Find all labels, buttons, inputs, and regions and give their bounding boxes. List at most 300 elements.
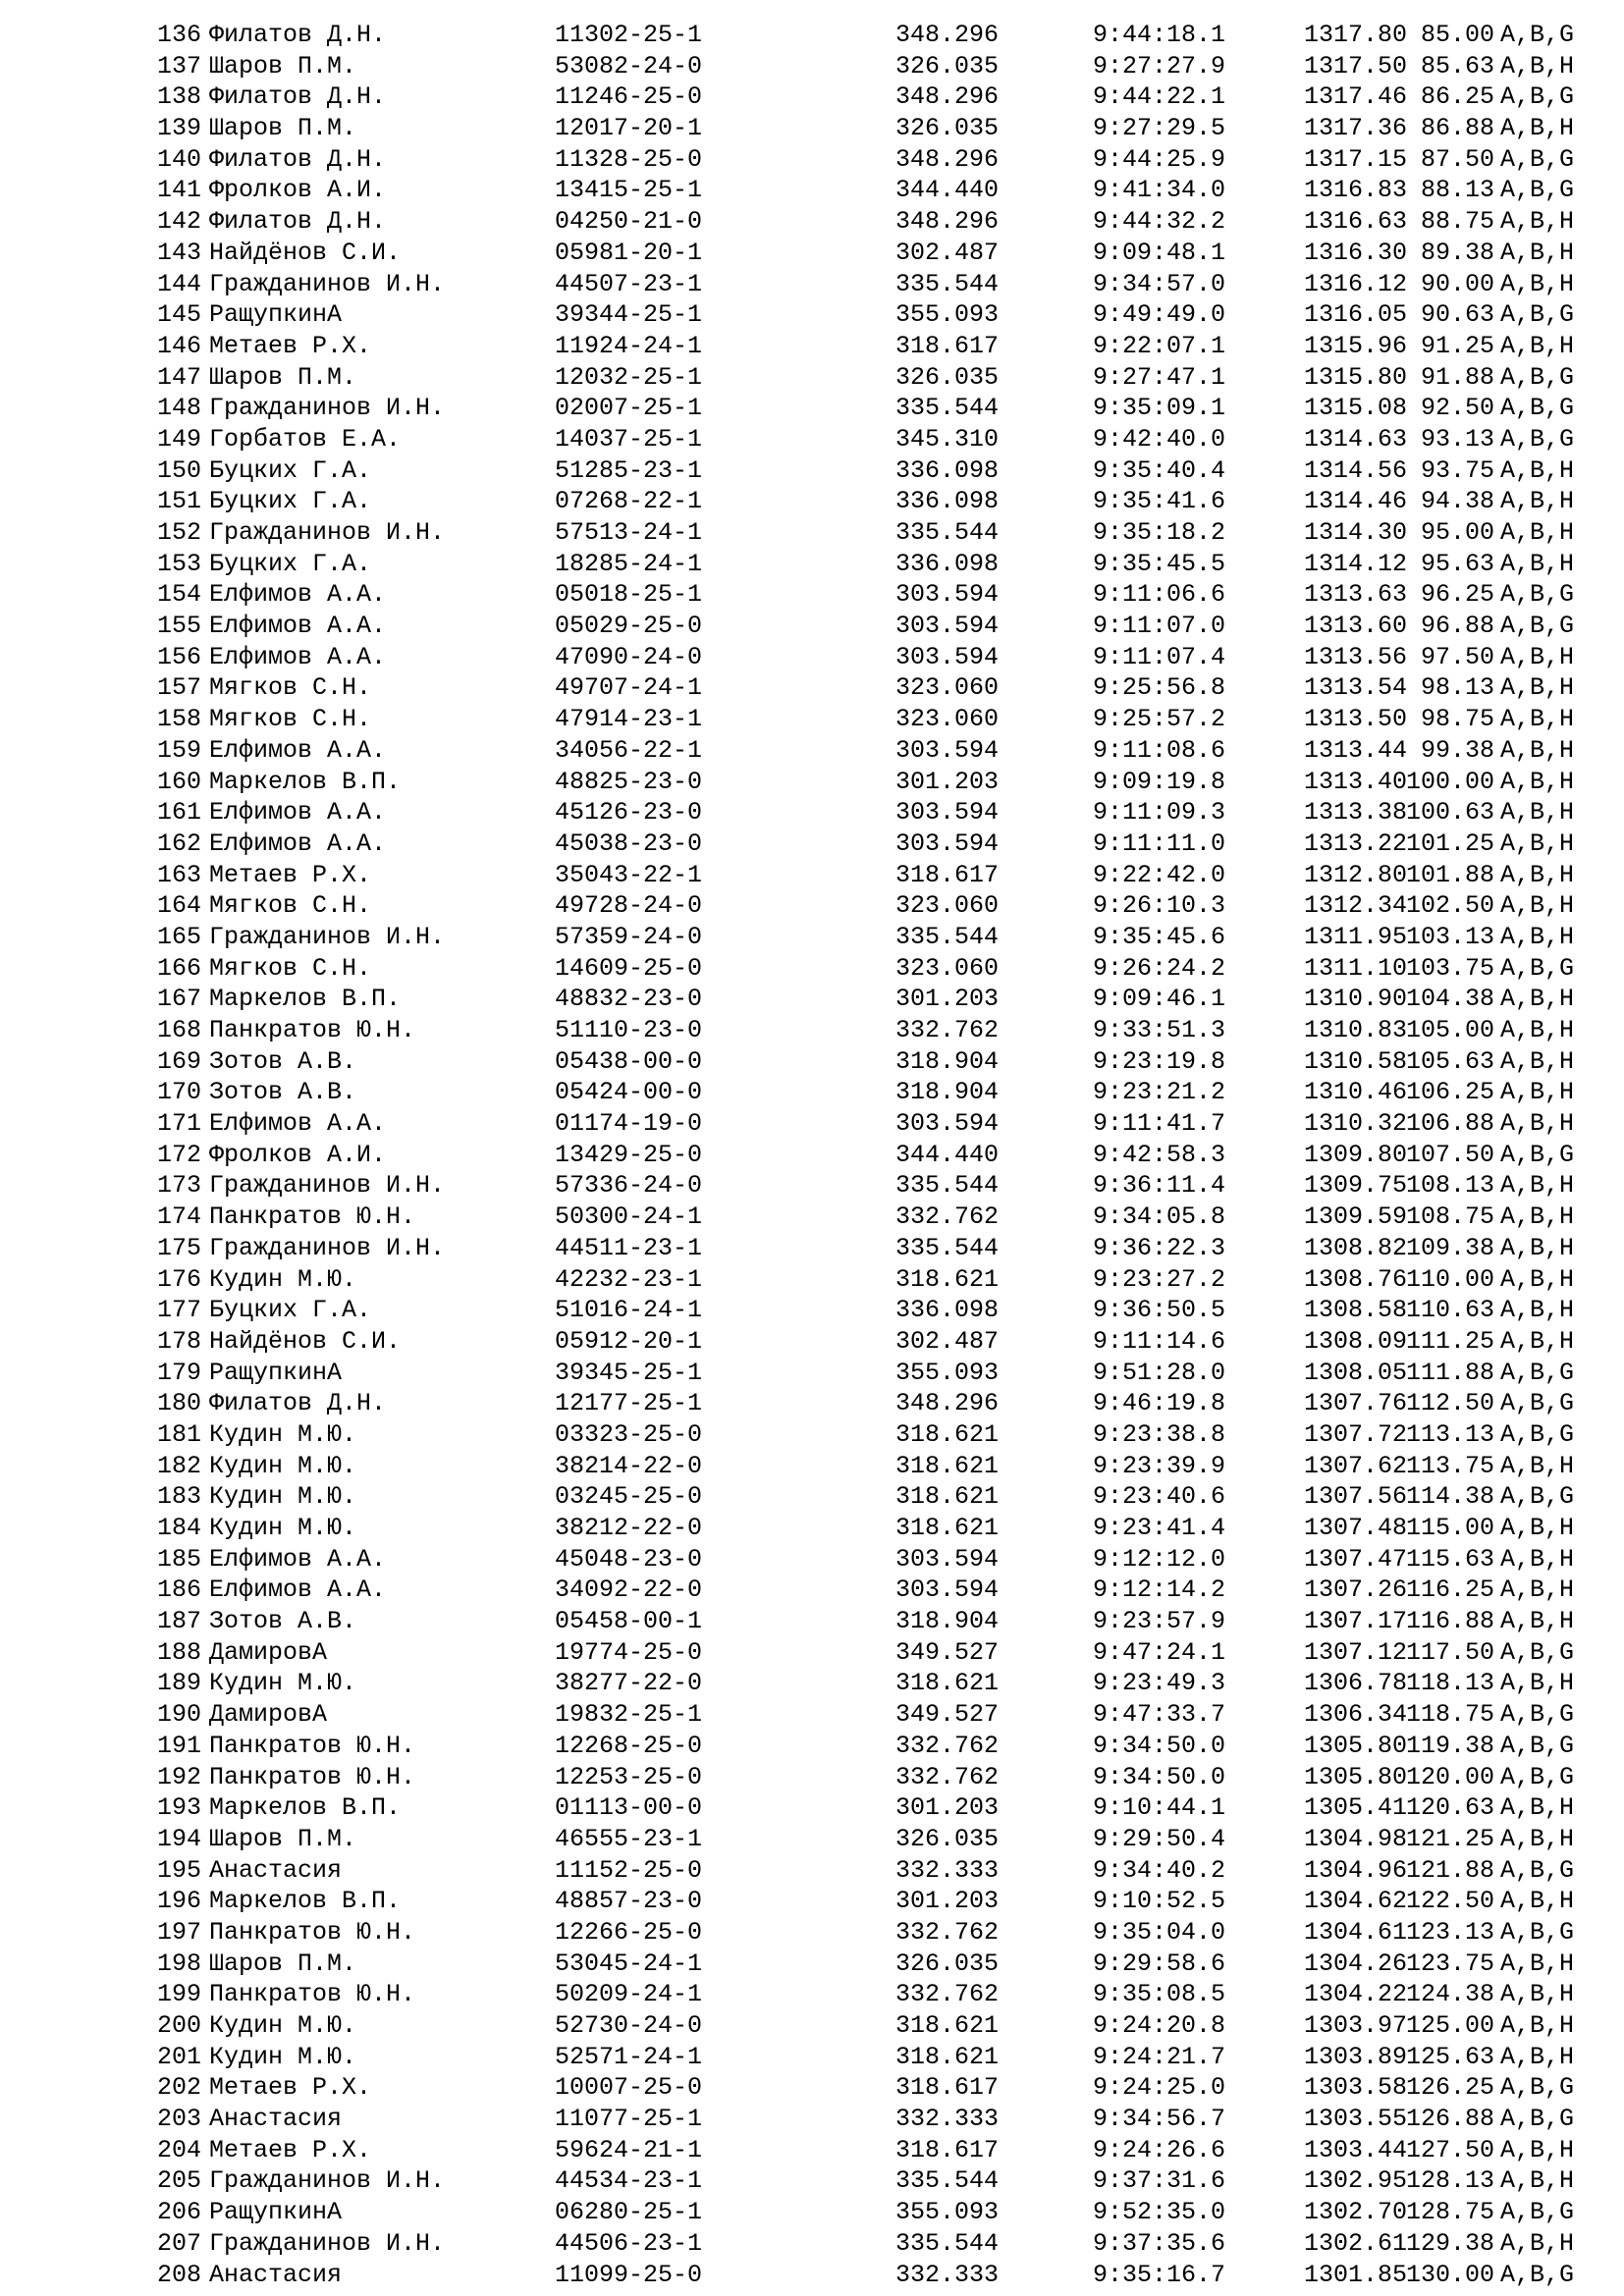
table-row (142, 113, 1575, 144)
row-arrival-time: 9:23:21.2 (1092, 1078, 1225, 1107)
row-coefficient: 125.63 (1405, 2042, 1494, 2071)
row-flags: A,B,H (1500, 1949, 1575, 1978)
row-arrival-time: 9:11:41.7 (1092, 1109, 1225, 1139)
row-speed: 1317.15 (1303, 144, 1407, 174)
row-position: 159 (156, 735, 201, 765)
row-participant: Елфимов А.А. (209, 1109, 387, 1139)
row-participant: ДамировА (209, 1637, 328, 1667)
row-position: 189 (156, 1669, 201, 1698)
row-ring-number: 38212-22-0 (555, 1514, 703, 1542)
row-flags: A,B,G (1500, 1637, 1575, 1667)
row-position: 178 (156, 1326, 201, 1356)
row-distance: 348.296 (894, 21, 999, 49)
row-participant: Елфимов А.А. (209, 642, 387, 671)
row-speed: 1308.76 (1303, 1264, 1407, 1294)
row-position: 195 (156, 1855, 201, 1885)
row-position: 163 (156, 860, 201, 889)
table-row (142, 1513, 1575, 1544)
row-flags: A,B,H (1500, 269, 1575, 298)
row-arrival-time: 9:52:35.0 (1092, 2198, 1225, 2227)
row-coefficient: 124.38 (1405, 1980, 1494, 2009)
row-coefficient: 129.38 (1405, 2228, 1494, 2258)
row-arrival-time: 9:34:50.0 (1092, 1762, 1225, 1791)
row-coefficient: 113.75 (1405, 1451, 1494, 1480)
table-row (142, 2197, 1575, 2228)
row-ring-number: 46555-23-1 (555, 1824, 703, 1853)
table-row (142, 1046, 1575, 1078)
row-flags: A,B,H (1500, 922, 1575, 951)
row-speed: 1315.08 (1303, 394, 1407, 423)
row-arrival-time: 9:23:27.2 (1092, 1264, 1225, 1294)
row-position: 143 (156, 238, 201, 267)
row-coefficient: 121.25 (1405, 1824, 1494, 1853)
row-participant: Филатов Д.Н. (209, 21, 387, 49)
row-coefficient: 99.38 (1420, 735, 1494, 765)
row-participant: Найдёнов С.И. (209, 238, 402, 267)
row-position: 177 (156, 1296, 201, 1325)
row-ring-number: 39345-25-1 (555, 1358, 703, 1387)
row-flags: A,B,G (1500, 362, 1575, 392)
table-row (142, 1170, 1575, 1201)
row-distance: 349.527 (894, 1700, 999, 1730)
row-participant: Мягков С.Н. (209, 953, 372, 983)
row-speed: 1314.63 (1303, 424, 1407, 454)
row-ring-number: 45038-23-0 (555, 828, 703, 858)
row-distance: 335.544 (894, 922, 999, 951)
row-participant: Кудин М.Ю. (209, 1514, 357, 1542)
row-coefficient: 94.38 (1420, 487, 1494, 516)
row-coefficient: 106.88 (1405, 1109, 1494, 1139)
row-speed: 1307.12 (1303, 1637, 1407, 1667)
table-row (142, 1886, 1575, 1917)
row-flags: A,B,H (1500, 487, 1575, 516)
row-position: 166 (156, 953, 201, 983)
row-position: 196 (156, 1887, 201, 1916)
row-speed: 1313.56 (1303, 642, 1407, 671)
row-speed: 1309.75 (1303, 1171, 1407, 1201)
row-ring-number: 52571-24-1 (555, 2042, 703, 2071)
row-distance: 336.098 (894, 487, 999, 516)
row-arrival-time: 9:26:24.2 (1092, 953, 1225, 983)
table-row (142, 1979, 1575, 2010)
row-distance: 323.060 (894, 705, 999, 734)
row-ring-number: 44511-23-1 (555, 1233, 703, 1262)
row-ring-number: 14037-25-1 (555, 424, 703, 454)
row-distance: 355.093 (894, 300, 999, 330)
row-arrival-time: 9:11:07.4 (1092, 642, 1225, 671)
row-coefficient: 128.13 (1405, 2166, 1494, 2196)
row-arrival-time: 9:23:38.8 (1092, 1419, 1225, 1449)
row-flags: A,B,H (1500, 828, 1575, 858)
row-distance: 303.594 (894, 612, 999, 641)
row-flags: A,B,G (1500, 1917, 1575, 1947)
table-row (142, 1108, 1575, 1140)
row-position: 185 (156, 1544, 201, 1574)
row-distance: 318.617 (894, 860, 999, 889)
row-arrival-time: 9:35:45.6 (1092, 922, 1225, 951)
row-distance: 344.440 (894, 176, 999, 205)
row-speed: 1313.44 (1303, 735, 1407, 765)
row-coefficient: 106.25 (1405, 1078, 1494, 1107)
row-flags: A,B,G (1500, 176, 1575, 205)
row-position: 184 (156, 1514, 201, 1542)
row-flags: A,B,H (1500, 1607, 1575, 1636)
row-ring-number: 48825-23-0 (555, 767, 703, 796)
row-flags: A,B,H (1500, 1669, 1575, 1698)
row-ring-number: 07268-22-1 (555, 487, 703, 516)
row-speed: 1314.46 (1303, 487, 1407, 516)
row-speed: 1304.61 (1303, 1917, 1407, 1947)
table-row (142, 144, 1575, 176)
row-participant: Буцких Г.А. (209, 455, 372, 485)
row-flags: A,B,H (1500, 798, 1575, 828)
table-row (142, 1762, 1575, 1793)
table-row (142, 953, 1575, 985)
row-arrival-time: 9:11:06.6 (1092, 580, 1225, 610)
row-arrival-time: 9:09:19.8 (1092, 767, 1225, 796)
row-speed: 1308.82 (1303, 1233, 1407, 1262)
row-flags: A,B,H (1500, 1296, 1575, 1325)
row-ring-number: 11328-25-0 (555, 144, 703, 174)
row-coefficient: 98.13 (1420, 673, 1494, 703)
row-ring-number: 01113-00-0 (555, 1793, 703, 1823)
row-distance: 303.594 (894, 798, 999, 828)
row-ring-number: 11152-25-0 (555, 1855, 703, 1885)
row-flags: A,B,H (1500, 2011, 1575, 2040)
row-position: 152 (156, 518, 201, 547)
row-speed: 1303.58 (1303, 2073, 1407, 2103)
row-position: 208 (156, 2260, 201, 2289)
row-participant: Маркелов В.П. (209, 767, 402, 796)
row-speed: 1304.96 (1303, 1855, 1407, 1885)
row-position: 140 (156, 144, 201, 174)
row-flags: A,B,G (1500, 1358, 1575, 1387)
row-coefficient: 123.75 (1405, 1949, 1494, 1978)
row-distance: 335.544 (894, 518, 999, 547)
row-distance: 323.060 (894, 891, 999, 921)
row-participant: Гражданинов И.Н. (209, 1233, 446, 1262)
row-distance: 335.544 (894, 2166, 999, 2196)
row-ring-number: 05981-20-1 (555, 238, 703, 267)
row-position: 149 (156, 424, 201, 454)
row-flags: A,B,H (1500, 2166, 1575, 2196)
row-position: 139 (156, 114, 201, 143)
row-speed: 1304.62 (1303, 1887, 1407, 1916)
row-distance: 303.594 (894, 828, 999, 858)
table-row (142, 735, 1575, 767)
row-position: 155 (156, 612, 201, 641)
row-arrival-time: 9:24:25.0 (1092, 2073, 1225, 2103)
row-participant: Горбатов Е.А. (209, 424, 402, 454)
row-coefficient: 108.75 (1405, 1202, 1494, 1232)
row-speed: 1310.83 (1303, 1016, 1407, 1044)
table-row (142, 1077, 1575, 1108)
row-distance: 335.544 (894, 269, 999, 298)
table-row (142, 1949, 1575, 1980)
row-ring-number: 12266-25-0 (555, 1917, 703, 1947)
row-flags: A,B,G (1500, 2260, 1575, 2289)
row-coefficient: 130.00 (1405, 2260, 1494, 2289)
row-participant: Буцких Г.А. (209, 1296, 372, 1325)
table-row (142, 611, 1575, 642)
row-speed: 1303.97 (1303, 2011, 1407, 2040)
row-arrival-time: 9:34:57.0 (1092, 269, 1225, 298)
row-participant: Буцких Г.А. (209, 487, 372, 516)
row-flags: A,B,H (1500, 1544, 1575, 1574)
row-participant: Елфимов А.А. (209, 580, 387, 610)
row-position: 154 (156, 580, 201, 610)
row-position: 198 (156, 1949, 201, 1978)
row-arrival-time: 9:09:46.1 (1092, 985, 1225, 1014)
row-ring-number: 50300-24-1 (555, 1202, 703, 1232)
row-participant: Елфимов А.А. (209, 1544, 387, 1574)
row-flags: A,B,H (1500, 1451, 1575, 1480)
table-row (142, 984, 1575, 1015)
row-coefficient: 95.63 (1420, 549, 1494, 578)
row-ring-number: 59624-21-1 (555, 2135, 703, 2164)
row-coefficient: 118.75 (1405, 1700, 1494, 1730)
row-flags: A,B,G (1500, 1482, 1575, 1512)
row-ring-number: 11099-25-0 (555, 2260, 703, 2289)
row-flags: A,B,H (1500, 1793, 1575, 1823)
row-flags: A,B,G (1500, 612, 1575, 641)
table-row (142, 299, 1575, 331)
row-speed: 1314.12 (1303, 549, 1407, 578)
row-speed: 1303.44 (1303, 2135, 1407, 2164)
row-coefficient: 123.13 (1405, 1917, 1494, 1947)
table-row (142, 1015, 1575, 1046)
row-speed: 1301.85 (1303, 2260, 1407, 2289)
table-row (142, 704, 1575, 735)
row-participant: Кудин М.Ю. (209, 1419, 357, 1449)
row-participant: Шаров П.М. (209, 1949, 357, 1978)
row-speed: 1317.46 (1303, 82, 1407, 112)
row-position: 158 (156, 705, 201, 734)
table-row (142, 206, 1575, 238)
row-speed: 1313.50 (1303, 705, 1407, 734)
row-ring-number: 57336-24-0 (555, 1171, 703, 1201)
row-ring-number: 12177-25-1 (555, 1389, 703, 1418)
row-distance: 302.487 (894, 1326, 999, 1356)
row-participant: Шаров П.М. (209, 1824, 357, 1853)
row-arrival-time: 9:27:27.9 (1092, 51, 1225, 80)
row-distance: 303.594 (894, 735, 999, 765)
row-distance: 301.203 (894, 767, 999, 796)
row-arrival-time: 9:23:40.6 (1092, 1482, 1225, 1512)
table-row (142, 922, 1575, 953)
row-distance: 332.333 (894, 2105, 999, 2134)
row-arrival-time: 9:11:07.0 (1092, 612, 1225, 641)
table-row (142, 1201, 1575, 1233)
row-arrival-time: 9:36:11.4 (1092, 1171, 1225, 1201)
row-flags: A,B,H (1500, 1046, 1575, 1076)
row-coefficient: 96.88 (1420, 612, 1494, 641)
table-row (142, 1481, 1575, 1513)
table-row (142, 1544, 1575, 1575)
row-position: 200 (156, 2011, 201, 2040)
row-arrival-time: 9:35:40.4 (1092, 455, 1225, 485)
row-position: 197 (156, 1917, 201, 1947)
row-flags: A,B,H (1500, 238, 1575, 267)
row-distance: 332.333 (894, 2260, 999, 2289)
row-flags: A,B,H (1500, 642, 1575, 671)
row-position: 172 (156, 1140, 201, 1169)
row-ring-number: 04250-21-0 (555, 207, 703, 237)
table-row (142, 2135, 1575, 2166)
row-speed: 1305.80 (1303, 1762, 1407, 1791)
row-ring-number: 01174-19-0 (555, 1109, 703, 1139)
row-arrival-time: 9:24:21.7 (1092, 2042, 1225, 2071)
row-participant: Кудин М.Ю. (209, 1264, 357, 1294)
row-coefficient: 122.50 (1405, 1887, 1494, 1916)
row-flags: A,B,G (1500, 21, 1575, 49)
table-row (142, 2165, 1575, 2197)
table-row (142, 1358, 1575, 1389)
row-distance: 318.621 (894, 1514, 999, 1542)
row-ring-number: 48857-23-0 (555, 1887, 703, 1916)
table-row (142, 2072, 1575, 2104)
table-row (142, 486, 1575, 517)
table-row (142, 1606, 1575, 1637)
row-participant: РащупкинА (209, 2198, 343, 2227)
table-row (142, 549, 1575, 580)
row-participant: Метаев Р.Х. (209, 2135, 372, 2164)
row-position: 204 (156, 2135, 201, 2164)
row-ring-number: 52730-24-0 (555, 2011, 703, 2040)
row-flags: A,B,G (1500, 82, 1575, 112)
row-arrival-time: 9:34:05.8 (1092, 1202, 1225, 1232)
table-row (142, 424, 1575, 455)
table-row (142, 331, 1575, 362)
row-participant: Кудин М.Ю. (209, 2042, 357, 2071)
table-row (142, 1233, 1575, 1264)
row-position: 150 (156, 455, 201, 485)
row-coefficient: 114.38 (1405, 1482, 1494, 1512)
row-position: 190 (156, 1700, 201, 1730)
row-flags: A,B,H (1500, 114, 1575, 143)
row-position: 194 (156, 1824, 201, 1853)
row-position: 164 (156, 891, 201, 921)
row-flags: A,B,G (1500, 1140, 1575, 1169)
row-participant: Панкратов Ю.Н. (209, 1202, 416, 1232)
row-distance: 318.617 (894, 2135, 999, 2164)
row-participant: Маркелов В.П. (209, 1793, 402, 1823)
row-speed: 1303.89 (1303, 2042, 1407, 2071)
row-speed: 1313.38 (1303, 798, 1407, 828)
row-speed: 1310.90 (1303, 985, 1407, 1014)
row-distance: 301.203 (894, 1887, 999, 1916)
row-flags: A,B,H (1500, 2042, 1575, 2071)
row-position: 191 (156, 1731, 201, 1760)
row-coefficient: 88.75 (1420, 207, 1494, 237)
row-ring-number: 05458-00-1 (555, 1607, 703, 1636)
row-ring-number: 45126-23-0 (555, 798, 703, 828)
row-participant: Гражданинов И.Н. (209, 269, 446, 298)
row-ring-number: 12268-25-0 (555, 1731, 703, 1760)
table-row (142, 1792, 1575, 1824)
row-speed: 1307.56 (1303, 1482, 1407, 1512)
row-distance: 318.904 (894, 1607, 999, 1636)
row-coefficient: 112.50 (1405, 1389, 1494, 1418)
row-coefficient: 86.25 (1420, 82, 1494, 112)
row-arrival-time: 9:36:22.3 (1092, 1233, 1225, 1262)
row-flags: A,B,H (1500, 1824, 1575, 1853)
row-flags: A,B,G (1500, 1855, 1575, 1885)
row-speed: 1311.95 (1303, 922, 1407, 951)
row-arrival-time: 9:42:40.0 (1092, 424, 1225, 454)
table-row (142, 51, 1575, 82)
row-coefficient: 101.25 (1405, 828, 1494, 858)
row-ring-number: 53045-24-1 (555, 1949, 703, 1978)
row-participant: Филатов Д.Н. (209, 1389, 387, 1418)
row-coefficient: 115.63 (1405, 1544, 1494, 1574)
row-arrival-time: 9:44:18.1 (1092, 21, 1225, 49)
row-flags: A,B,H (1500, 518, 1575, 547)
row-participant: Анастасия (209, 1855, 343, 1885)
row-speed: 1315.96 (1303, 331, 1407, 360)
row-participant: Фролков А.И. (209, 176, 387, 205)
row-ring-number: 47090-24-0 (555, 642, 703, 671)
row-arrival-time: 9:34:40.2 (1092, 1855, 1225, 1885)
row-flags: A,B,H (1500, 455, 1575, 485)
row-distance: 303.594 (894, 580, 999, 610)
row-ring-number: 11924-24-1 (555, 331, 703, 360)
row-arrival-time: 9:34:50.0 (1092, 1731, 1225, 1760)
row-position: 199 (156, 1980, 201, 2009)
row-coefficient: 126.88 (1405, 2105, 1494, 2134)
row-flags: A,B,H (1500, 735, 1575, 765)
row-arrival-time: 9:36:50.5 (1092, 1296, 1225, 1325)
row-participant: Мягков С.Н. (209, 673, 372, 703)
row-speed: 1307.48 (1303, 1514, 1407, 1542)
row-speed: 1302.95 (1303, 2166, 1407, 2196)
row-distance: 348.296 (894, 207, 999, 237)
row-ring-number: 05029-25-0 (555, 612, 703, 641)
row-speed: 1316.83 (1303, 176, 1407, 205)
row-ring-number: 45048-23-0 (555, 1544, 703, 1574)
row-coefficient: 110.63 (1405, 1296, 1494, 1325)
row-flags: A,B,H (1500, 1887, 1575, 1916)
row-arrival-time: 9:37:31.6 (1092, 2166, 1225, 2196)
table-row (142, 1264, 1575, 1296)
row-participant: Панкратов Ю.Н. (209, 1917, 416, 1947)
row-participant: Маркелов В.П. (209, 1887, 402, 1916)
row-speed: 1314.56 (1303, 455, 1407, 485)
row-position: 156 (156, 642, 201, 671)
row-position: 180 (156, 1389, 201, 1418)
row-distance: 303.594 (894, 1544, 999, 1574)
row-ring-number: 53082-24-0 (555, 51, 703, 80)
row-distance: 326.035 (894, 362, 999, 392)
row-distance: 326.035 (894, 1949, 999, 1978)
row-speed: 1313.63 (1303, 580, 1407, 610)
row-coefficient: 109.38 (1405, 1233, 1494, 1262)
row-distance: 349.527 (894, 1637, 999, 1667)
row-speed: 1308.58 (1303, 1296, 1407, 1325)
row-speed: 1303.55 (1303, 2105, 1407, 2134)
row-distance: 335.544 (894, 2228, 999, 2258)
row-participant: Мягков С.Н. (209, 705, 372, 734)
row-distance: 318.621 (894, 1482, 999, 1512)
row-speed: 1310.58 (1303, 1046, 1407, 1076)
row-arrival-time: 9:29:58.6 (1092, 1949, 1225, 1978)
row-coefficient: 90.00 (1420, 269, 1494, 298)
row-distance: 332.762 (894, 1731, 999, 1760)
table-row (142, 238, 1575, 269)
row-participant: Елфимов А.А. (209, 798, 387, 828)
row-arrival-time: 9:35:18.2 (1092, 518, 1225, 547)
row-position: 146 (156, 331, 201, 360)
